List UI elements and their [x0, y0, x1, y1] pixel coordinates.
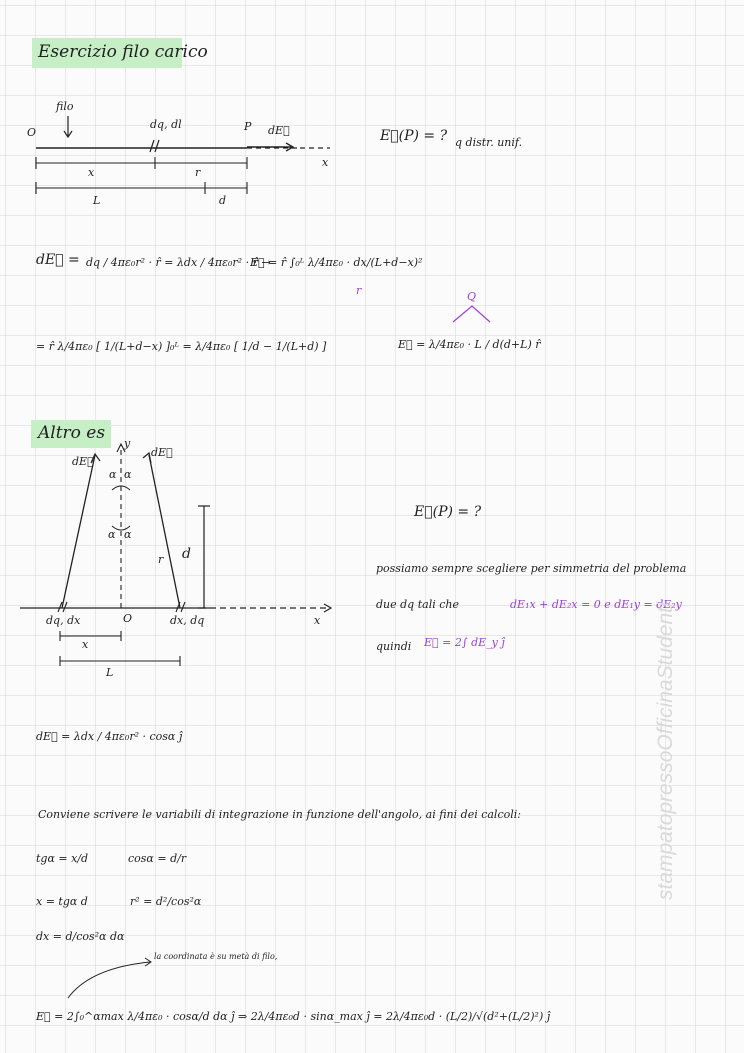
- substitution-r: r: [356, 284, 362, 297]
- fig1-x-label: x: [88, 166, 95, 179]
- section2-title: Altro es: [38, 423, 106, 443]
- distribution-note: q distr. unif.: [455, 136, 523, 149]
- fig2-alpha-bottom-left: α: [108, 528, 116, 541]
- fig1-r-label: r: [195, 166, 201, 179]
- fig1-L-label: L: [93, 194, 101, 207]
- fig2-y-label: y: [124, 437, 131, 450]
- symmetry-line-3a: quindi: [376, 640, 412, 653]
- fig2-r-label: r: [158, 553, 164, 566]
- fig2-alpha-bottom-right: α: [124, 528, 132, 541]
- fig2-right-label: dx, dq: [170, 614, 205, 627]
- dx-relation: dx = d/cos²α dα: [36, 930, 125, 943]
- equation-de-component: dE⃗ = λdx / 4πε₀r² · cosα ĵ: [36, 730, 183, 743]
- fig2-de-right: dE⃗: [151, 446, 173, 459]
- result-q-label: Q: [467, 290, 477, 303]
- r2-relation: r² = d²/cos²α: [130, 895, 202, 908]
- watermark: stampatopressoOfficinaStudenti: [654, 602, 677, 900]
- half-wire-annotation: la coordinata è su metà di filo,: [154, 952, 278, 961]
- fig2-d-label: d: [182, 546, 191, 562]
- fig2-alpha-top-left: α: [109, 468, 117, 481]
- question-1: E⃗(P) = ?: [380, 128, 448, 144]
- fig2-de-left: dE⃗: [72, 455, 94, 468]
- equation-e-integral: E⃗ = r̂ ∫₀ᴸ λ/4πε₀ · dx/(L+d−x)²: [250, 256, 423, 269]
- equation-evaluated: = r̂ λ/4πε₀ [ 1/(L+d−x) ]₀ᴸ = λ/4πε₀ [ 1/d − 1/(L+d) ]: [36, 340, 327, 353]
- question-2: E⃗(P) = ?: [414, 504, 482, 520]
- fig2-L-label: L: [106, 666, 114, 679]
- symmetry-line-2a: due dq tali che: [376, 598, 459, 611]
- cos-relation: cosα = d/r: [128, 852, 187, 865]
- equation-de-middle: dq / 4πε₀r² · r̂ = λdx / 4πε₀r² · r̂ →: [86, 256, 271, 269]
- fig1-xaxis-label: x: [322, 156, 329, 169]
- tg-relation: tgα = x/d: [36, 852, 89, 865]
- fig1-wire-label: filo: [56, 100, 74, 113]
- symmetry-line-2b: dE₁x + dE₂x = 0 e dE₁y = dE₂y: [510, 598, 682, 611]
- fig2-left-label: dq, dx: [46, 614, 81, 627]
- angle-intro: Conviene scrivere le variabili di integrazione in funzione dell'angolo, ai fini dei calcoli:: [38, 808, 521, 821]
- fig1-de-label: dE⃗: [268, 124, 290, 137]
- equation-de-left: dE⃗ =: [36, 252, 80, 268]
- symmetry-line-1: possiamo sempre scegliere per simmetria del problema: [376, 562, 687, 575]
- x-relation: x = tgα d: [36, 895, 88, 908]
- fig2-alpha-top-right: α: [124, 468, 132, 481]
- fig1-origin: O: [27, 126, 37, 139]
- equation-result: E⃗ = λ/4πε₀ · L / d(d+L) r̂: [398, 338, 541, 351]
- fig2-x-label: x: [82, 638, 89, 651]
- final-result: E⃗ = 2∫₀^αmax λ/4πε₀ · cosα/d dα ĵ ⇒ 2λ/4πε₀d · sinα_max ĵ = 2λ/4πε₀d · (L/2)/√(d²+(L/2)²) ĵ: [36, 1010, 551, 1023]
- symmetry-line-3b: E⃗ = 2∫ dE_y ĵ: [424, 636, 505, 649]
- fig2-origin: O: [123, 612, 133, 625]
- fig1-p-label: P: [244, 120, 252, 133]
- fig2-xaxis-label: x: [314, 614, 321, 627]
- fig1-d-label: d: [219, 194, 227, 207]
- fig1-dq-label: dq, dl: [150, 118, 182, 131]
- section1-title: Esercizio filo carico: [38, 42, 208, 62]
